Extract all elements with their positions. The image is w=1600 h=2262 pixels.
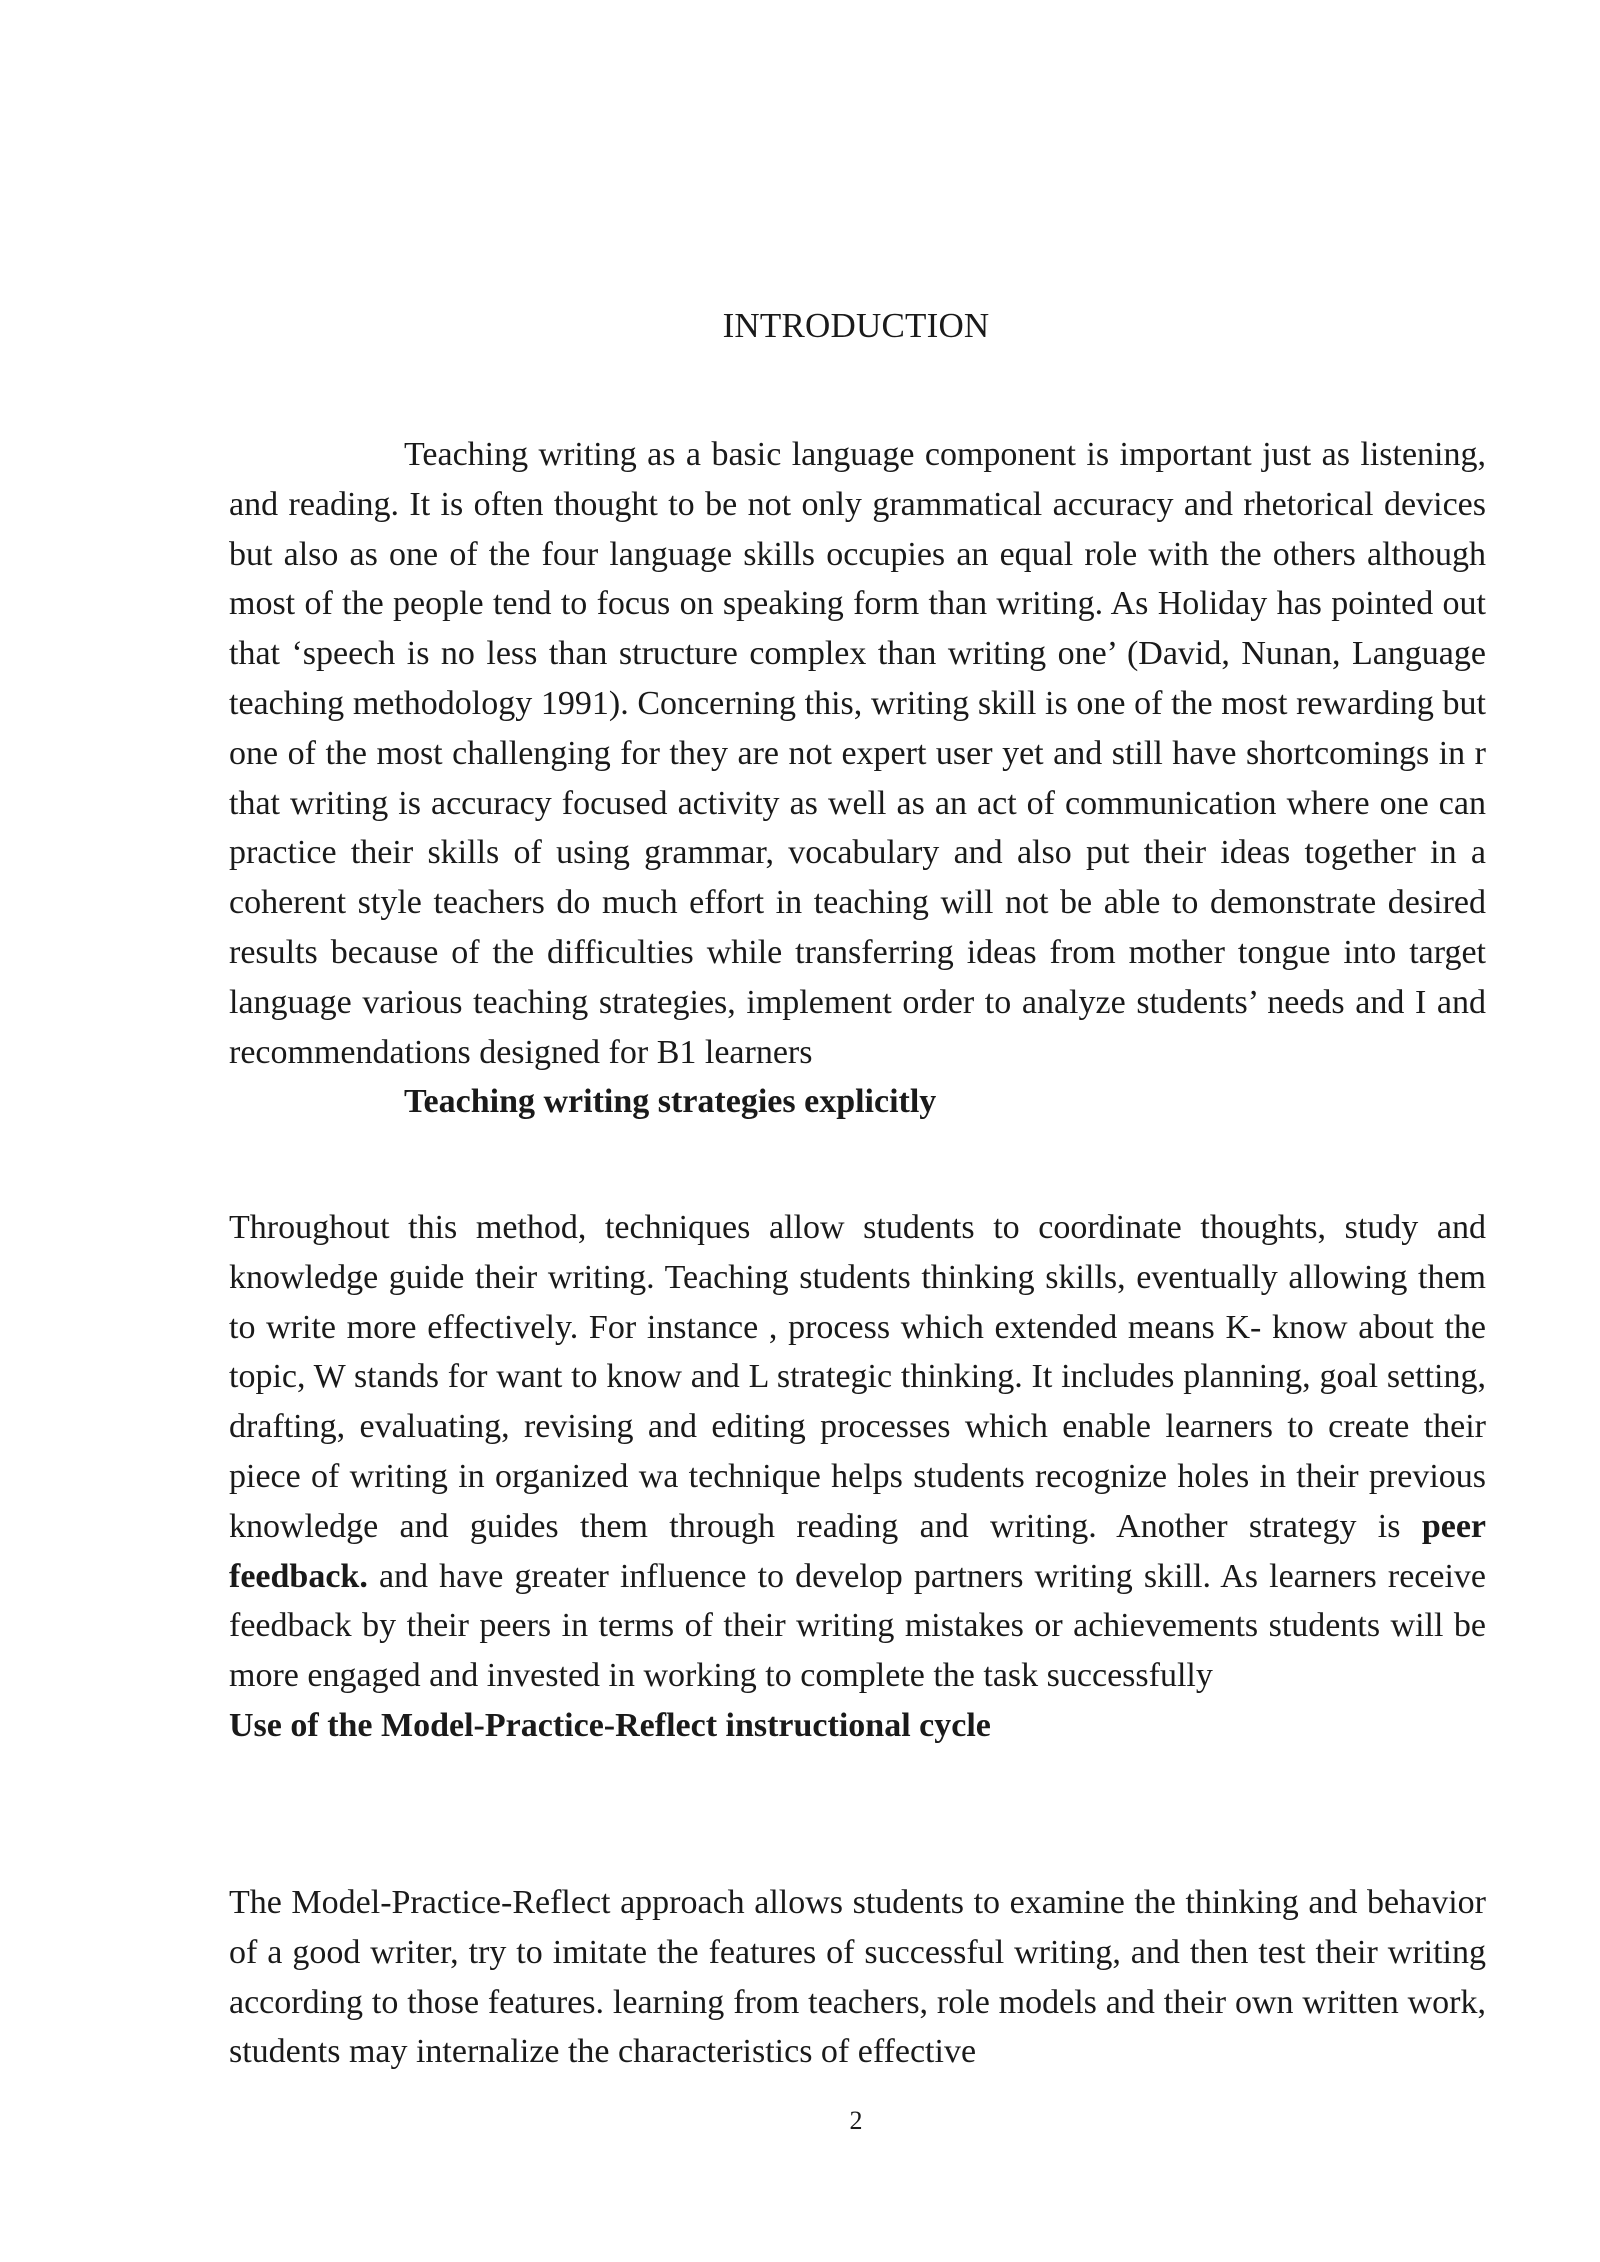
paragraph-model-practice-reflect bbox=[229, 1878, 1486, 2077]
peer-feedback-phrase: peer feedback. bbox=[229, 1507, 1486, 1595]
paragraph-strategies-text-end: and have greater influence to develop partners writing skill. As learners receive feedback by their peers in terms of their writing mistakes or achievements students will be more engaged and invested in working to complete the task successfully bbox=[229, 1557, 1486, 1695]
paragraph-strategies-text-start: Throughout this method, techniques allow students to coordinate thoughts, study and knowledge guide their writing. Teaching students thinking skills, eventually allowing them to write more effectively. For instance , process which extended means K- know about the topic, W stands for want to know and L strategic thinking. It includes planning, goal setting, drafting, evaluating, revising and editing processes which enable learners to create their piece of writing in organized wa technique helps students recognize holes in their previous knowledge and guides them through reading and writing. Another strategy is bbox=[229, 1209, 1486, 1545]
section-heading-model-practice-reflect: Use of the Model-Practice-Reflect instructional cycle bbox=[229, 1706, 991, 1744]
paragraph-intro-text: Teaching writing as a basic language component is important just as listening, and reading. It is often thought to be not only grammatical accuracy and rhetorical devices but also as one of the four language skills occupies an equal role with the others although most of the people tend to focus on speaking form than writing. As Holiday has pointed out that ‘speech is no less than structure complex than writing one’ (David, Nunan, Language teaching methodology 1991). Concerning this, writing skill is one of the most rewarding but one of the most challenging for they are not expert user yet and still have shortcomings in r that writing is accuracy focused activity as well as an act of communication where one can practice their skills of using grammar, vocabulary and also put their ideas together in a coherent style teachers do much effort in teaching will not be able to demonstrate desired results because of the difficulties while transferring ideas from mother tongue into target language various teaching strategies, implement order to analyze students’ needs and I and recommendations designed for B1 learners bbox=[229, 436, 1486, 1071]
page-title: INTRODUCTION bbox=[722, 306, 990, 345]
paragraph-model-practice-reflect-text: The Model-Practice-Reflect approach allows students to examine the thinking and behavior of a good writer, try to imitate the features of successful writing, and then test their writing according to those features. learning from teachers, role models and their own written work, students may internalize the characteristics of effective bbox=[229, 1884, 1486, 2071]
paragraph-intro bbox=[229, 430, 1486, 1127]
paragraph-strategies bbox=[229, 1203, 1486, 1751]
page-number: 2 bbox=[849, 2106, 863, 2135]
section-heading-strategies: Teaching writing strategies explicitly bbox=[404, 1083, 937, 1121]
